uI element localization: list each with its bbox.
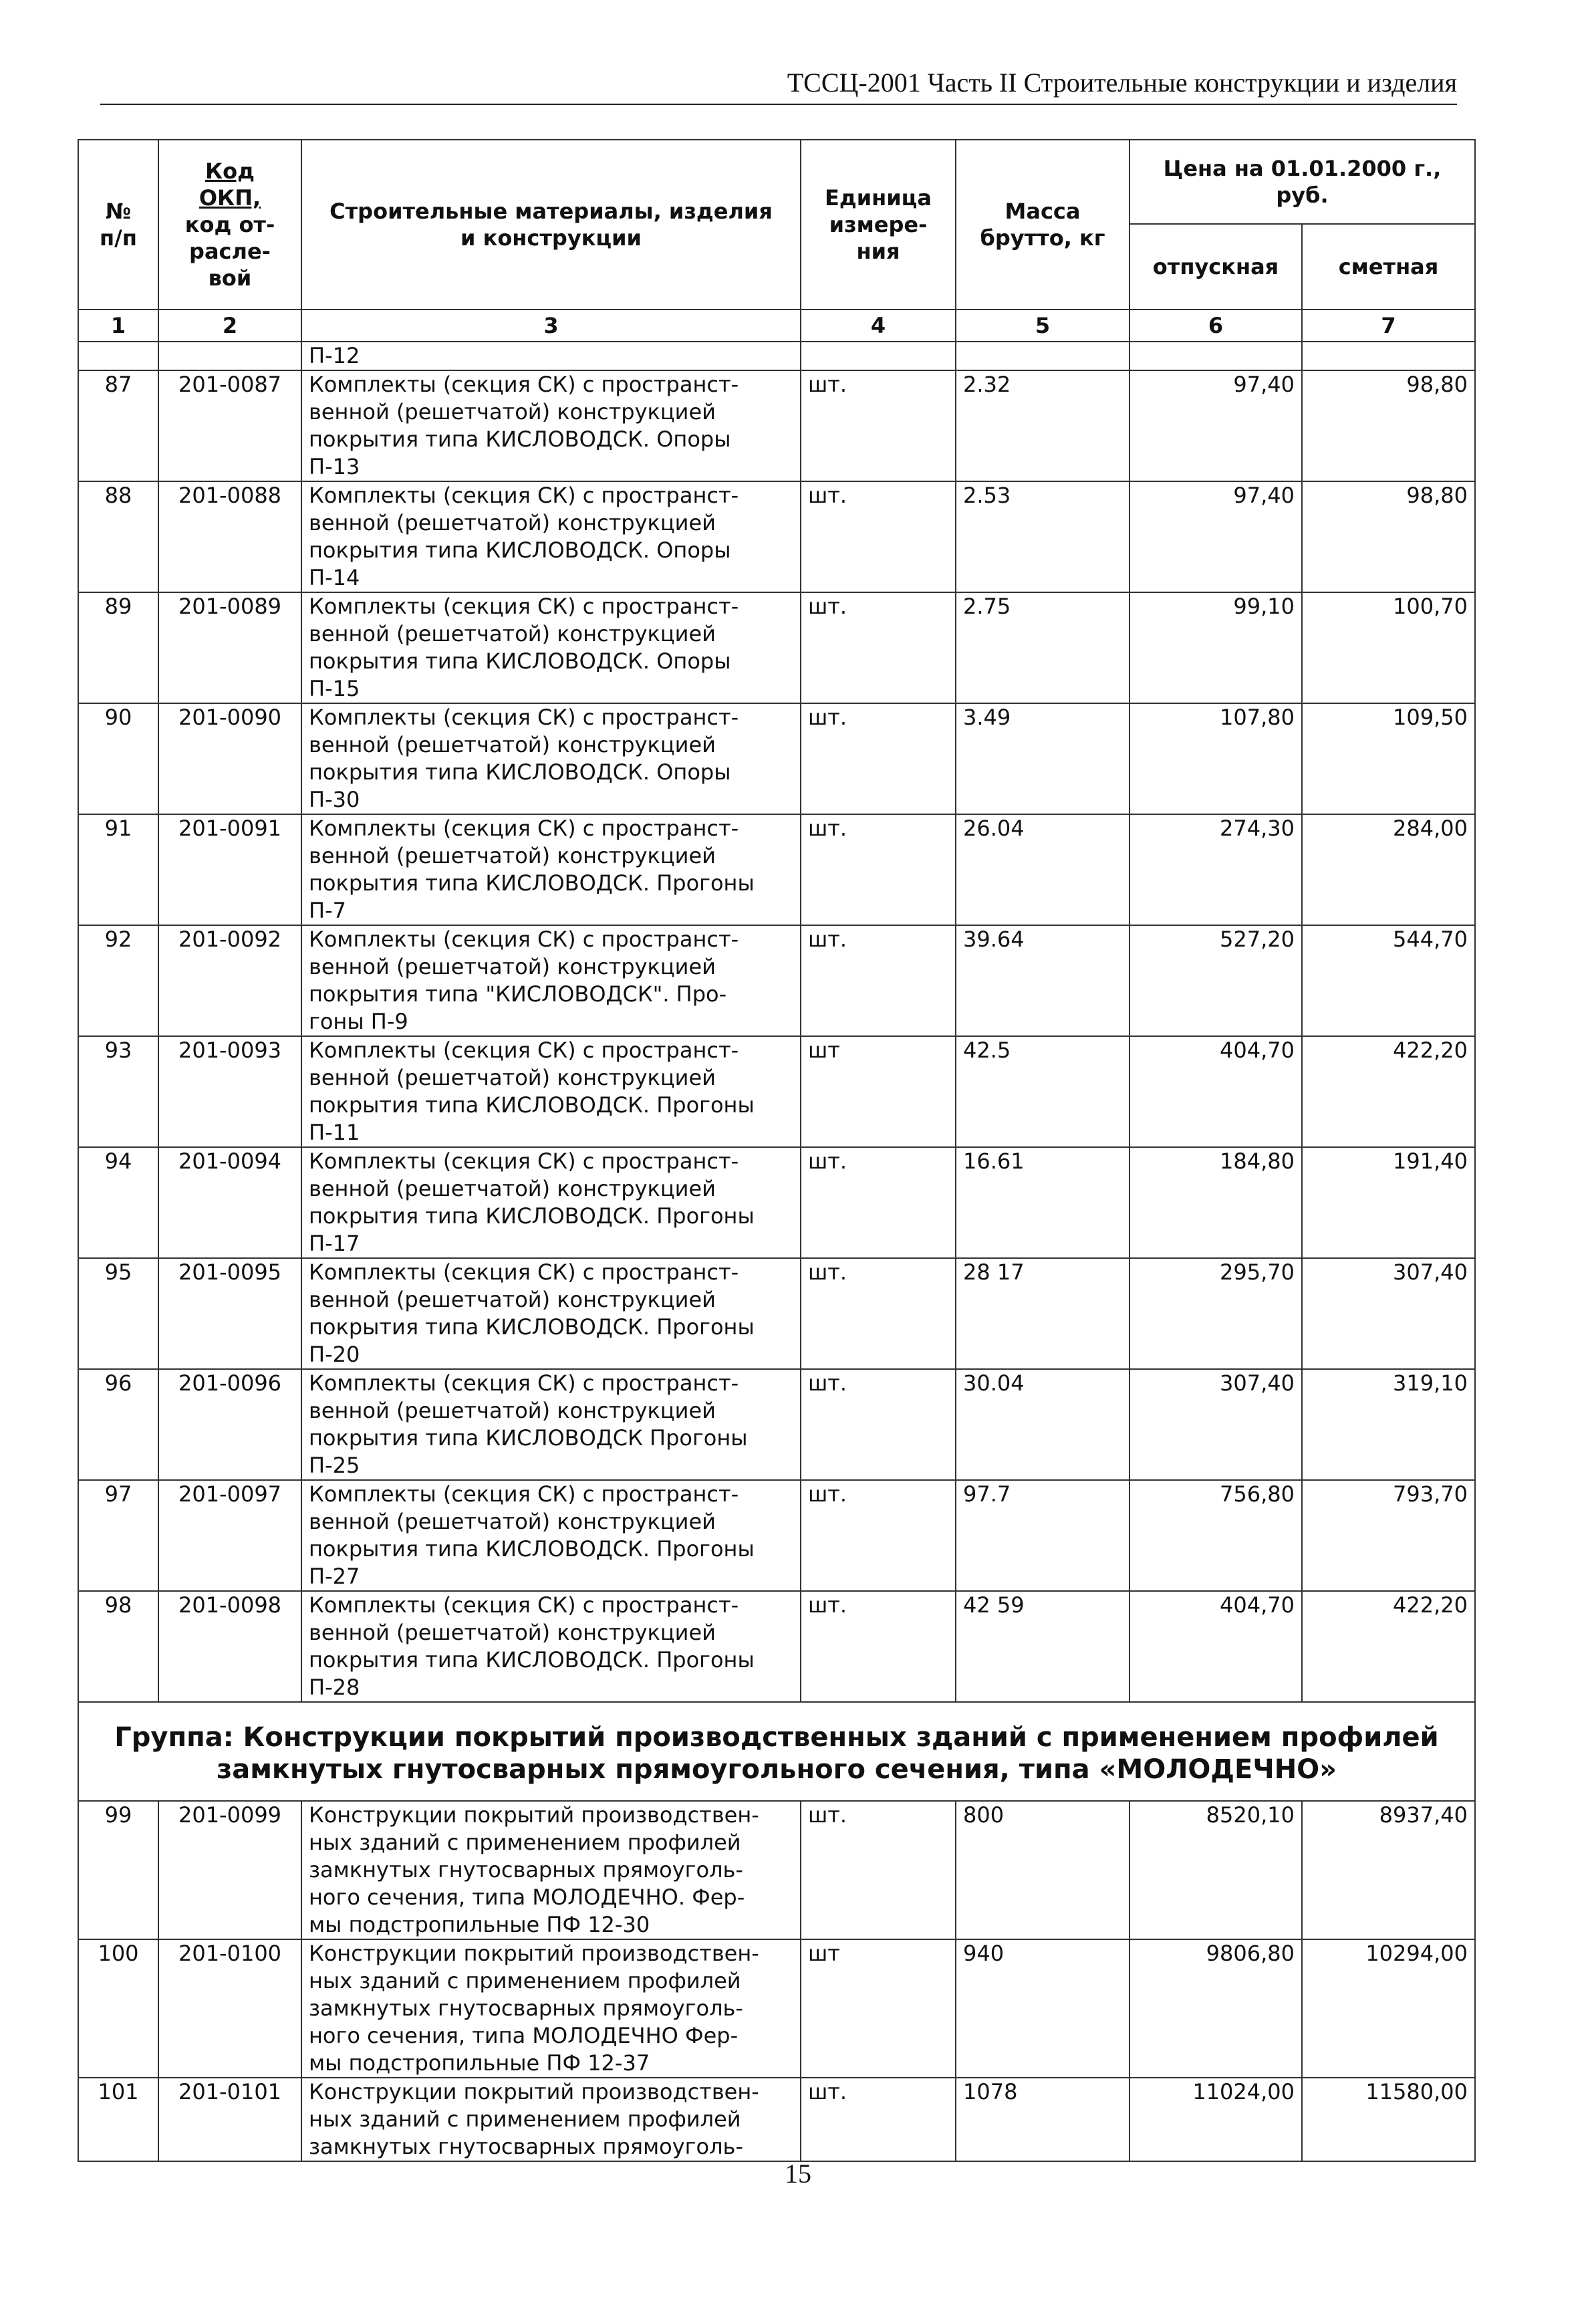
- row-code: 201-0094: [158, 1147, 301, 1258]
- row-number: 90: [78, 703, 158, 814]
- table-row: [78, 1369, 1475, 1480]
- column-number: 6: [1129, 310, 1302, 342]
- group-heading-line: замкнутых гнутосварных прямоугольного сечения, типа «МОЛОДЕЧНО»: [216, 1754, 1337, 1785]
- table-header: [78, 140, 1475, 310]
- row-number: 88: [78, 481, 158, 592]
- row-name: [301, 1369, 801, 1480]
- row-number: 99: [78, 1801, 158, 1939]
- row-code: 201-0101: [158, 2078, 301, 2161]
- row-mass: 2.53: [956, 481, 1129, 592]
- name-line: венной (решетчатой) конструкцией: [309, 843, 716, 868]
- row-number: 101: [78, 2078, 158, 2161]
- row-name: [301, 481, 801, 592]
- name-line: мы подстропильные ПФ 12-30: [309, 1912, 650, 1937]
- column-number: 3: [301, 310, 801, 342]
- row-unit: шт.: [801, 1591, 956, 1702]
- row-unit: шт.: [801, 814, 956, 925]
- row-estimate-price: 8937,40: [1302, 1801, 1475, 1939]
- row-code: 201-0097: [158, 1480, 301, 1591]
- row-unit: шт: [801, 1036, 956, 1147]
- table-row: [78, 1147, 1475, 1258]
- row-mass: 940: [956, 1939, 1129, 2078]
- group-heading: [78, 1702, 1475, 1801]
- name-line: покрытия типа КИСЛОВОДСК. Опоры: [309, 427, 731, 452]
- row-name: [301, 1258, 801, 1369]
- row-code: 201-0099: [158, 1801, 301, 1939]
- row-estimate-price: 544,70: [1302, 925, 1475, 1036]
- row-number: 97: [78, 1480, 158, 1591]
- row-number: 92: [78, 925, 158, 1036]
- name-line: П-17: [309, 1231, 360, 1256]
- row-estimate-price: 98,80: [1302, 481, 1475, 592]
- table-row: [78, 1591, 1475, 1702]
- row-estimate-price: 307,40: [1302, 1258, 1475, 1369]
- name-line: ного сечения, типа МОЛОДЕЧНО Фер-: [309, 2023, 739, 2048]
- row-code: 201-0095: [158, 1258, 301, 1369]
- name-line: покрытия типа КИСЛОВОДСК. Прогоны: [309, 1647, 755, 1673]
- name-line: покрытия типа КИСЛОВОДСК. Опоры: [309, 537, 731, 563]
- row-estimate-price: 191,40: [1302, 1147, 1475, 1258]
- table-row: [78, 1480, 1475, 1591]
- row-estimate-price: 98,80: [1302, 370, 1475, 481]
- row-name: [301, 1801, 801, 1939]
- name-line: П-27: [309, 1564, 360, 1589]
- column-number: 4: [801, 310, 956, 342]
- row-name: [301, 1480, 801, 1591]
- row-mass: 30.04: [956, 1369, 1129, 1480]
- name-line: ных зданий с применением профилей: [309, 1830, 741, 1855]
- name-line: Комплекты (секция СК) с пространст-: [309, 816, 739, 841]
- group-heading-row: [78, 1702, 1475, 1801]
- continuation-row: [78, 342, 1475, 370]
- name-line: венной (решетчатой) конструкцией: [309, 1065, 716, 1090]
- name-line: венной (решетчатой) конструкцией: [309, 732, 716, 757]
- name-line: венной (решетчатой) конструкцией: [309, 1176, 716, 1201]
- name-line: венной (решетчатой) конструкцией: [309, 399, 716, 424]
- row-number: 95: [78, 1258, 158, 1369]
- name-line: Комплекты (секция СК) с пространст-: [309, 372, 739, 397]
- row-unit: шт: [801, 1939, 956, 2078]
- row-code: 201-0100: [158, 1939, 301, 2078]
- table-row: [78, 1258, 1475, 1369]
- name-line: Конструкции покрытий производствен-: [309, 1802, 759, 1828]
- name-line: покрытия типа КИСЛОВОДСК. Опоры: [309, 759, 731, 785]
- row-unit: шт.: [801, 481, 956, 592]
- row-mass: 2.32: [956, 370, 1129, 481]
- name-line: венной (решетчатой) конструкцией: [309, 1509, 716, 1534]
- table-row: [78, 703, 1475, 814]
- table-row: [78, 1939, 1475, 2078]
- row-unit: шт.: [801, 2078, 956, 2161]
- name-line: мы подстропильные ПФ 12-37: [309, 2050, 650, 2076]
- name-line: П-11: [309, 1120, 360, 1145]
- row-unit: шт.: [801, 370, 956, 481]
- row-mass: 28 17: [956, 1258, 1129, 1369]
- row-code: 201-0096: [158, 1369, 301, 1480]
- row-unit: шт.: [801, 1369, 956, 1480]
- row-code: 201-0091: [158, 814, 301, 925]
- column-number: 5: [956, 310, 1129, 342]
- name-line: венной (решетчатой) конструкцией: [309, 1620, 716, 1645]
- name-line: Комплекты (секция СК) с пространст-: [309, 1592, 739, 1618]
- name-line: Комплекты (секция СК) с пространст-: [309, 1370, 739, 1396]
- name-line: венной (решетчатой) конструкцией: [309, 1398, 716, 1423]
- table-row: [78, 925, 1475, 1036]
- row-release-price: 97,40: [1129, 481, 1302, 592]
- row-name: [301, 925, 801, 1036]
- row-name: [301, 1036, 801, 1147]
- name-line: Конструкции покрытий производствен-: [309, 1941, 759, 1966]
- row-estimate-price: 422,20: [1302, 1591, 1475, 1702]
- row-mass: 3.49: [956, 703, 1129, 814]
- row-release-price: 184,80: [1129, 1147, 1302, 1258]
- name-line: Комплекты (секция СК) с пространст-: [309, 594, 739, 619]
- header-mass: Масса брутто, кг: [956, 140, 1129, 310]
- row-mass: 16.61: [956, 1147, 1129, 1258]
- name-line: венной (решетчатой) конструкцией: [309, 954, 716, 979]
- header-code: Код ОКП, код от- расле- вой: [158, 140, 301, 310]
- continuation-text: П-12: [301, 342, 801, 370]
- column-number: 7: [1302, 310, 1475, 342]
- page-number: 15: [785, 2159, 811, 2189]
- name-line: П-7: [309, 898, 346, 923]
- name-line: Комплекты (секция СК) с пространст-: [309, 927, 739, 952]
- row-estimate-price: 284,00: [1302, 814, 1475, 925]
- header-price: Цена на 01.01.2000 г., руб.: [1129, 140, 1475, 224]
- header-release-price: отпускная: [1129, 224, 1302, 310]
- column-number: 1: [78, 310, 158, 342]
- column-number: 2: [158, 310, 301, 342]
- header-unit: Единица измере- ния: [801, 140, 956, 310]
- row-unit: шт.: [801, 925, 956, 1036]
- row-name: [301, 1939, 801, 2078]
- name-line: покрытия типа КИСЛОВОДСК. Прогоны: [309, 1203, 755, 1229]
- name-line: венной (решетчатой) конструкцией: [309, 510, 716, 535]
- row-release-price: 107,80: [1129, 703, 1302, 814]
- row-mass: 1078: [956, 2078, 1129, 2161]
- row-estimate-price: 109,50: [1302, 703, 1475, 814]
- row-name: [301, 703, 801, 814]
- row-name: [301, 2078, 801, 2161]
- header-no: № п/п: [78, 140, 158, 310]
- row-name: [301, 1591, 801, 1702]
- row-code: 201-0090: [158, 703, 301, 814]
- row-mass: 42 59: [956, 1591, 1129, 1702]
- table-row: [78, 592, 1475, 703]
- row-estimate-price: 422,20: [1302, 1036, 1475, 1147]
- row-number: 94: [78, 1147, 158, 1258]
- group-heading-line: Группа: Конструкции покрытий производственных зданий с применением профилей: [114, 1722, 1439, 1753]
- row-code: 201-0093: [158, 1036, 301, 1147]
- name-line: Конструкции покрытий производствен-: [309, 2079, 759, 2104]
- name-line: Комплекты (секция СК) с пространст-: [309, 705, 739, 730]
- table-row: [78, 481, 1475, 592]
- table-row: [78, 1036, 1475, 1147]
- name-line: ного сечения, типа МОЛОДЕЧНО. Фер-: [309, 1884, 745, 1910]
- row-release-price: 404,70: [1129, 1036, 1302, 1147]
- name-line: покрытия типа КИСЛОВОДСК. Опоры: [309, 648, 731, 674]
- row-release-price: 97,40: [1129, 370, 1302, 481]
- name-line: П-15: [309, 676, 360, 701]
- row-release-price: 527,20: [1129, 925, 1302, 1036]
- row-mass: 800: [956, 1801, 1129, 1939]
- name-line: П-25: [309, 1453, 360, 1478]
- name-line: гоны П-9: [309, 1009, 408, 1034]
- table-row: [78, 370, 1475, 481]
- row-number: 98: [78, 1591, 158, 1702]
- name-line: замкнутых гнутосварных прямоуголь-: [309, 2134, 743, 2159]
- name-line: замкнутых гнутосварных прямоуголь-: [309, 1995, 743, 2021]
- row-estimate-price: 793,70: [1302, 1480, 1475, 1591]
- name-line: ных зданий с применением профилей: [309, 1968, 741, 1993]
- name-line: венной (решетчатой) конструкцией: [309, 1287, 716, 1312]
- name-line: Комплекты (секция СК) с пространст-: [309, 483, 739, 508]
- name-line: П-20: [309, 1342, 360, 1367]
- row-name: [301, 592, 801, 703]
- row-unit: шт.: [801, 1801, 956, 1939]
- name-line: покрытия типа КИСЛОВОДСК. Прогоны: [309, 1314, 755, 1340]
- row-code: 201-0087: [158, 370, 301, 481]
- row-code: 201-0098: [158, 1591, 301, 1702]
- name-line: П-13: [309, 454, 360, 479]
- row-release-price: 404,70: [1129, 1591, 1302, 1702]
- row-release-price: 295,70: [1129, 1258, 1302, 1369]
- name-line: венной (решетчатой) конструкцией: [309, 621, 716, 646]
- table-row: [78, 2078, 1475, 2161]
- price-table: [78, 139, 1476, 2162]
- name-line: Комплекты (секция СК) с пространст-: [309, 1148, 739, 1174]
- row-unit: шт.: [801, 703, 956, 814]
- row-mass: 97.7: [956, 1480, 1129, 1591]
- row-number: 96: [78, 1369, 158, 1480]
- row-release-price: 11024,00: [1129, 2078, 1302, 2161]
- row-release-price: 8520,10: [1129, 1801, 1302, 1939]
- table-row: [78, 814, 1475, 925]
- row-estimate-price: 319,10: [1302, 1369, 1475, 1480]
- row-release-price: 756,80: [1129, 1480, 1302, 1591]
- row-unit: шт.: [801, 1480, 956, 1591]
- row-release-price: 307,40: [1129, 1369, 1302, 1480]
- row-mass: 26.04: [956, 814, 1129, 925]
- name-line: покрытия типа "КИСЛОВОДСК". Про-: [309, 981, 727, 1007]
- row-unit: шт.: [801, 1147, 956, 1258]
- name-line: П-30: [309, 787, 360, 812]
- name-line: покрытия типа КИСЛОВОДСК Прогоны: [309, 1425, 748, 1451]
- row-release-price: 9806,80: [1129, 1939, 1302, 2078]
- row-name: [301, 1147, 801, 1258]
- row-mass: 2.75: [956, 592, 1129, 703]
- row-name: [301, 370, 801, 481]
- table-body: [78, 310, 1475, 2161]
- row-number: 100: [78, 1939, 158, 2078]
- name-line: Комплекты (секция СК) с пространст-: [309, 1481, 739, 1507]
- row-name: [301, 814, 801, 925]
- name-line: Комплекты (секция СК) с пространст-: [309, 1259, 739, 1285]
- row-estimate-price: 10294,00: [1302, 1939, 1475, 2078]
- name-line: П-28: [309, 1675, 360, 1700]
- row-number: 87: [78, 370, 158, 481]
- column-numbers-row: [78, 310, 1475, 342]
- name-line: ных зданий с применением профилей: [309, 2106, 741, 2132]
- header-name: Строительные материалы, изделия и конструкции: [301, 140, 801, 310]
- name-line: покрытия типа КИСЛОВОДСК. Прогоны: [309, 870, 755, 896]
- name-line: замкнутых гнутосварных прямоуголь-: [309, 1857, 743, 1882]
- row-estimate-price: 11580,00: [1302, 2078, 1475, 2161]
- row-number: 89: [78, 592, 158, 703]
- row-unit: шт.: [801, 592, 956, 703]
- row-unit: шт.: [801, 1258, 956, 1369]
- row-number: 93: [78, 1036, 158, 1147]
- row-release-price: 99,10: [1129, 592, 1302, 703]
- row-estimate-price: 100,70: [1302, 592, 1475, 703]
- name-line: покрытия типа КИСЛОВОДСК. Прогоны: [309, 1536, 755, 1562]
- name-line: Комплекты (секция СК) с пространст-: [309, 1038, 739, 1063]
- name-line: П-14: [309, 565, 360, 590]
- table-row: [78, 1801, 1475, 1939]
- row-release-price: 274,30: [1129, 814, 1302, 925]
- row-code: 201-0089: [158, 592, 301, 703]
- row-mass: 42.5: [956, 1036, 1129, 1147]
- row-mass: 39.64: [956, 925, 1129, 1036]
- row-number: 91: [78, 814, 158, 925]
- name-line: покрытия типа КИСЛОВОДСК. Прогоны: [309, 1092, 755, 1118]
- header-estimate-price: сметная: [1302, 224, 1475, 310]
- row-code: 201-0092: [158, 925, 301, 1036]
- running-head: ТССЦ-2001 Часть II Строительные конструкции и изделия: [100, 67, 1457, 105]
- row-code: 201-0088: [158, 481, 301, 592]
